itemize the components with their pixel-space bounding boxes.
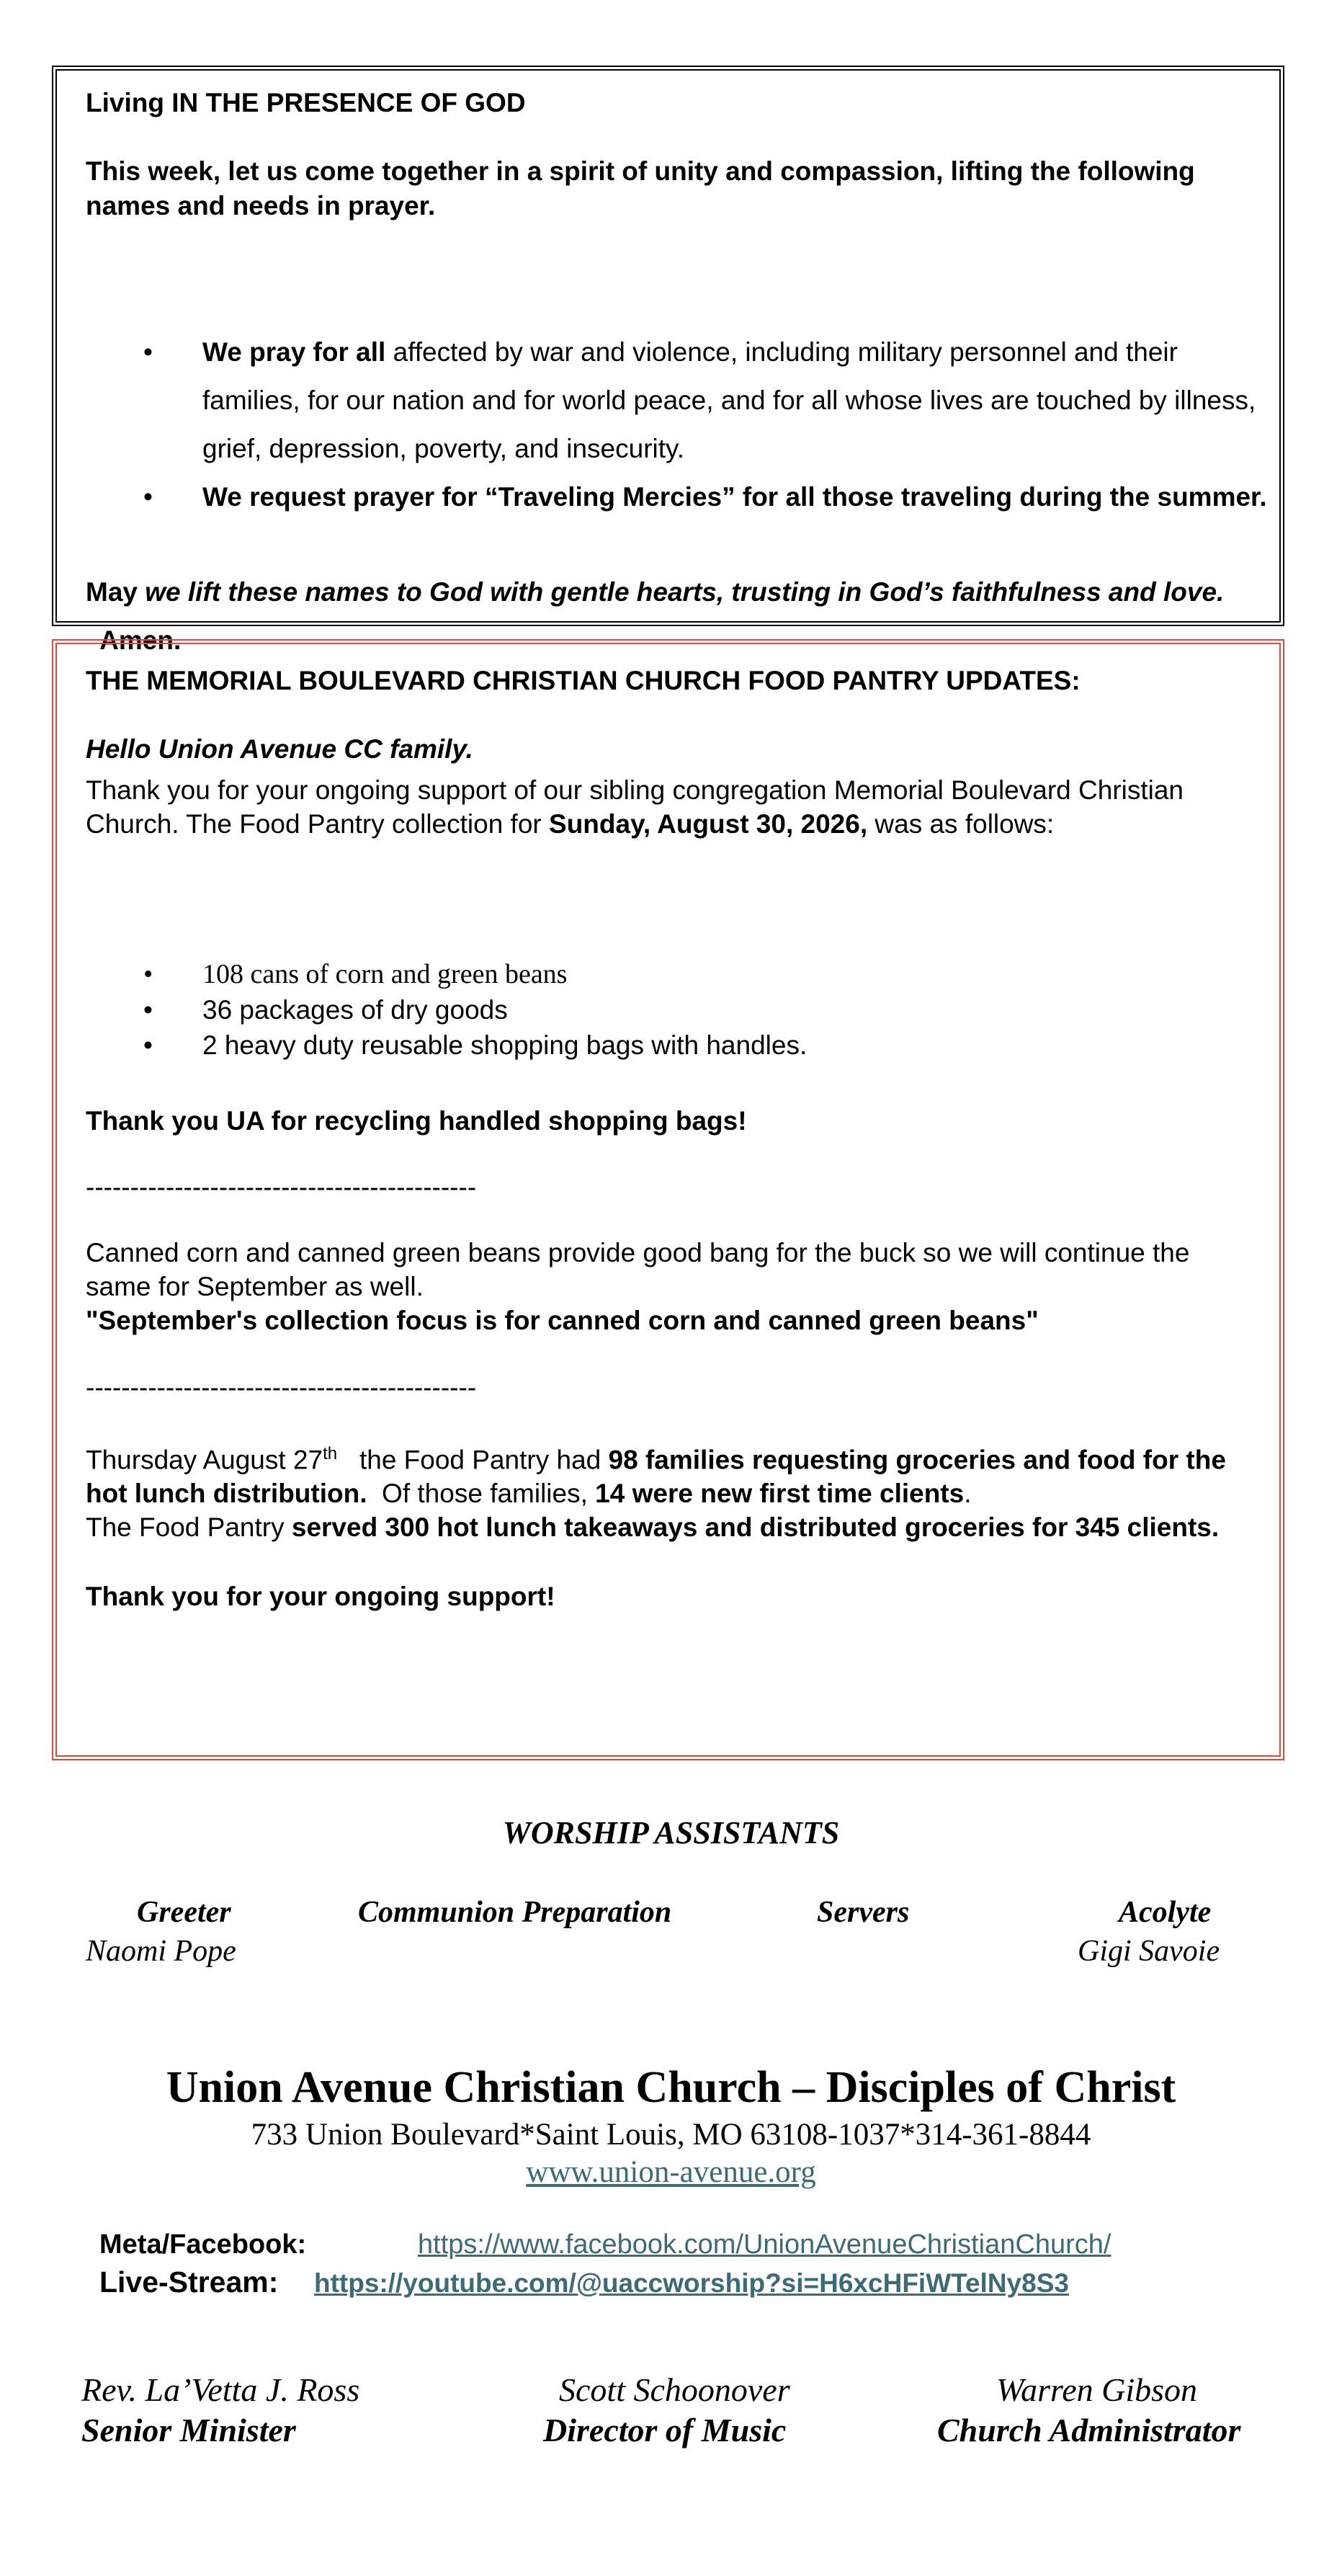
pantry-stats-text: Of those families,	[367, 1479, 596, 1509]
pantry-recycle-note: Thank you UA for recycling handled shopping bags!	[86, 1106, 747, 1136]
pantry-item-text: 36 packages of dry goods	[202, 995, 508, 1025]
pantry-thanks-post: was as follows:	[867, 809, 1055, 839]
pantry-stats-text: .	[964, 1479, 972, 1509]
acolyte-name: Gigi Savoie	[1078, 1935, 1220, 1968]
staff-name-music: Scott Schoonover	[559, 2371, 790, 2408]
bullet-icon: •	[143, 1030, 153, 1060]
bullet-icon: •	[143, 482, 153, 512]
pantry-stats-new-clients: 14 were new first time clients	[595, 1479, 965, 1509]
pantry-item	[86, 957, 807, 992]
pantry-stats	[86, 1437, 1260, 1544]
prayer-title: Living IN THE PRESENCE OF GOD	[86, 88, 526, 117]
bullet-icon: •	[143, 959, 153, 989]
staff-name-admin: Warren Gibson	[996, 2371, 1198, 2408]
role-acolyte: Acolyte	[1119, 1896, 1212, 1929]
prayer-closing-amen: Amen.	[86, 625, 182, 655]
staff-title-minister: Senior Minister	[81, 2412, 296, 2448]
role-greeter: Greeter	[137, 1896, 231, 1929]
staff-title-admin: Church Administrator	[937, 2412, 1241, 2448]
prayer-closing-may: May	[86, 577, 146, 607]
pantry-thanks-date: Sunday, August 30, 2026,	[549, 809, 868, 839]
divider: --------------------------------------------	[86, 1373, 477, 1402]
prayer-item	[86, 473, 1267, 521]
prayer-item	[86, 328, 1267, 473]
pantry-stats-date: Thursday August 27	[86, 1445, 323, 1475]
divider: --------------------------------------------	[86, 1172, 477, 1202]
pantry-item-text: 108 cans of corn and green beans	[202, 959, 568, 989]
bullet-icon: •	[143, 337, 153, 367]
prayer-box	[52, 66, 1284, 655]
pantry-canned-note: Canned corn and canned green beans provide good bang for the buck so we will continue the same for September as well.	[86, 1238, 1190, 1301]
role-communion: Communion Preparation	[358, 1896, 672, 1929]
facebook-label: Meta/Facebook:	[99, 2229, 307, 2260]
prayer-closing-italic: we lift these names to God with gentle hearts, trusting in God’s faithfulness and love.	[145, 577, 1225, 607]
pantry-item-text: 2 heavy duty reusable shopping bags with handles.	[202, 1030, 808, 1060]
prayer-item-text: affected by war and violence, including military personnel and their families, for our nation and for world peace, and for all whose lives are touched by illness, grief, depression, poverty, and insecurity.	[202, 337, 1256, 463]
prayer-list	[86, 328, 1267, 521]
pantry-focus: "September's collection focus is for canned corn and canned green beans"	[86, 1306, 1039, 1335]
bullet-icon: •	[143, 995, 153, 1025]
food-pantry-box	[52, 639, 1284, 1760]
church-address: 733 Union Boulevard*Saint Louis, MO 63108-1037*314-361-8844	[251, 2118, 1091, 2152]
staff-name-minister: Rev. La’Vetta J. Ross	[81, 2371, 360, 2408]
pantry-greeting: Hello Union Avenue CC family.	[86, 734, 473, 764]
pantry-title: THE MEMORIAL BOULEVARD CHRISTIAN CHURCH FOOD PANTRY UPDATES:	[86, 666, 1081, 695]
pantry-thanks-pre: Thank you for your ongoing support of our sibling congregation Memorial Boulevard Christian Church. The Food Pantry collection for	[86, 775, 1184, 839]
greeter-name: Naomi Pope	[86, 1935, 236, 1968]
role-servers: Servers	[817, 1896, 910, 1929]
pantry-thanks	[86, 773, 1260, 841]
pantry-stats-families: 98 families requesting groceries and food for the hot lunch distribution.	[86, 1445, 1226, 1509]
church-name: Union Avenue Christian Church – Disciples of Christ	[166, 2063, 1176, 2112]
pantry-stats-text: the Food Pantry had	[337, 1445, 609, 1475]
prayer-item-text: We request prayer for “Traveling Mercies” for all those traveling during the summer.	[202, 482, 1267, 512]
pantry-stats-sup: th	[323, 1444, 338, 1463]
prayer-item-bold: We pray for all	[202, 337, 386, 367]
pantry-closing: Thank you for your ongoing support!	[86, 1582, 555, 1611]
pantry-item	[86, 1028, 807, 1063]
prayer-intro: This week, let us come together in a spirit of unity and compassion, lifting the following names and needs in prayer.	[86, 156, 1195, 220]
livestream-link[interactable]: https://youtube.com/@uaccworship?si=H6xcHFiWTelNy8S3	[314, 2268, 1069, 2298]
worship-assistants-title: WORSHIP ASSISTANTS	[502, 1815, 840, 1850]
pantry-item-list	[86, 957, 807, 1063]
website-link[interactable]: www.union-avenue.org	[526, 2155, 816, 2189]
facebook-link[interactable]: https://www.facebook.com/UnionAvenueChristianChurch/	[418, 2229, 1111, 2260]
staff-title-music: Director of Music	[543, 2412, 787, 2448]
pantry-stats-text: The Food Pantry	[86, 1512, 292, 1543]
pantry-item	[86, 992, 807, 1028]
livestream-label: Live-Stream:	[99, 2265, 279, 2299]
pantry-stats-served: served 300 hot lunch takeaways and distributed groceries for 345 clients.	[291, 1512, 1220, 1543]
